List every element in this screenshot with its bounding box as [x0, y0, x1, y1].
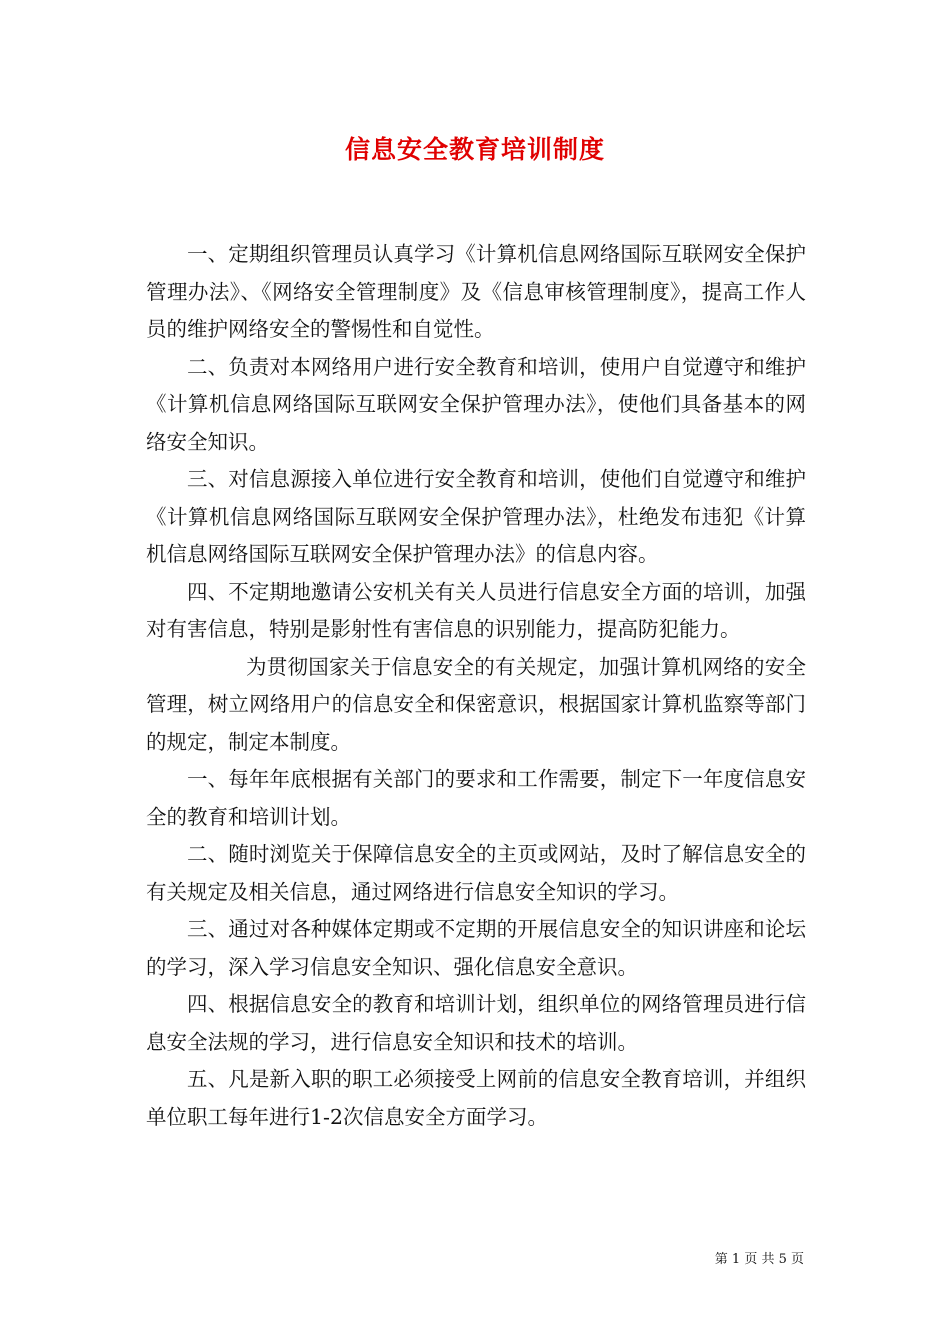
paragraph: 二、随时浏览关于保障信息安全的主页或网站，及时了解信息安全的有关规定及相关信息，通过网络进行信息安全知识的学习。: [146, 842, 806, 904]
paragraph: 一、定期组织管理员认真学习《计算机信息网络国际互联网安全保护管理办法》、《网络安全管理制度》及《信息审核管理制度》，提高工作人员的维护网络安全的警惕性和自觉性。: [146, 242, 806, 341]
paragraph: 四、不定期地邀请公安机关有关人员进行信息安全方面的培训，加强对有害信息，特别是影射性有害信息的识别能力，提高防犯能力。: [146, 579, 806, 641]
paragraph: 二、负责对本网络用户进行安全教育和培训，使用户自觉遵守和维护《计算机信息网络国际互联网安全保护管理办法》，使他们具备基本的网络安全知识。: [146, 354, 806, 454]
paragraph: 四、根据信息安全的教育和培训计划，组织单位的网络管理员进行信息安全法规的学习，进行信息安全知识和技术的培训。: [146, 992, 806, 1054]
document-title: 信息安全教育培训制度: [344, 135, 605, 164]
paragraph: 五、凡是新入职的职工必须接受上网前的信息安全教育培训，并组织单位职工每年进行1-2次信息安全方面学习。: [146, 1067, 806, 1129]
document-body: [146, 236, 806, 1136]
paragraph: 三、通过对各种媒体定期或不定期的开展信息安全的知识讲座和论坛的学习，深入学习信息安全知识、强化信息安全意识。: [146, 917, 806, 979]
paragraph: 为贯彻国家关于信息安全的有关规定，加强计算机网络的安全管理，树立网络用户的信息安全和保密意识，根据国家计算机监察等部门的规定，制定本制度。: [146, 654, 806, 754]
page-number-footer: 第 1 页 共 5 页: [714, 1252, 804, 1267]
paragraph: 一、每年年底根据有关部门的要求和工作需要，制定下一年度信息安全的教育和培训计划。: [146, 767, 806, 829]
paragraph: 三、对信息源接入单位进行安全教育和培训，使他们自觉遵守和维护《计算机信息网络国际互联网安全保护管理办法》，杜绝发布违犯《计算机信息网络国际互联网安全保护管理办法》的信息内容。: [146, 467, 806, 566]
